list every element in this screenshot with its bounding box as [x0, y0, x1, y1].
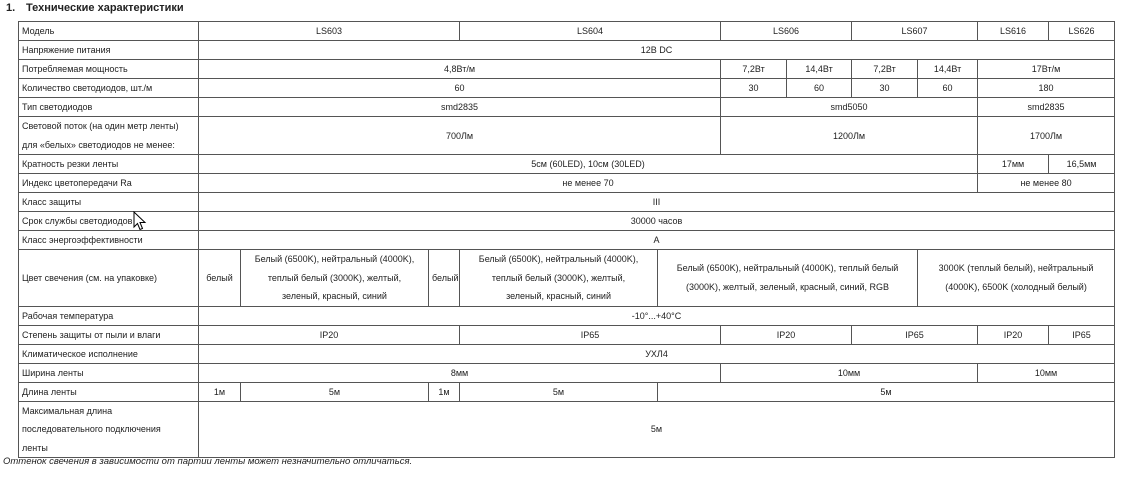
cell-line: (4000K), 6500K (холодный белый) [945, 281, 1087, 292]
table-cell: 60 [787, 79, 852, 98]
row-label: Кратность резки ленты [19, 155, 199, 174]
table-cell: 4,8Вт/м [199, 60, 721, 79]
row-color [19, 250, 1115, 307]
table-cell: IP65 [1049, 325, 1115, 344]
table-cell: 7,2Вт [852, 60, 918, 79]
label-line: последовательного подключения [22, 424, 161, 434]
table-cell: LS626 [1049, 22, 1115, 41]
table-cell: A [199, 231, 1115, 250]
row-label: Модель [19, 22, 199, 41]
row-label: Индекс цветопередачи Ra [19, 174, 199, 193]
row-protection-class [19, 193, 1115, 212]
table-cell: 30 [721, 79, 787, 98]
table-cell: УХЛ4 [199, 344, 1115, 363]
cell-line: Белый (6500K), нейтральный (4000K), [254, 254, 415, 264]
row-label [19, 401, 199, 458]
table-cell: -10°...+40°C [199, 306, 1115, 325]
section-heading [6, 2, 184, 14]
table-cell: LS606 [721, 22, 852, 41]
table-cell: IP65 [852, 325, 978, 344]
row-power [19, 60, 1115, 79]
table-cell: IP20 [978, 325, 1049, 344]
cell-line: зеленый, красный, синий [282, 291, 387, 301]
table-cell: 1700Лм [978, 117, 1115, 155]
table-cell: 60 [199, 79, 721, 98]
table-cell: 30000 часов [199, 212, 1115, 231]
table-cell: IP65 [460, 325, 721, 344]
row-length [19, 382, 1115, 401]
table-cell: 8мм [199, 363, 721, 382]
table-cell: 17Вт/м [978, 60, 1115, 79]
table-cell [658, 250, 918, 307]
row-cut [19, 155, 1115, 174]
table-cell: smd2835 [978, 98, 1115, 117]
cell-line: Белый (6500K), нейтральный (4000K), теплый белый [676, 263, 899, 274]
table-cell: smd5050 [721, 98, 978, 117]
row-lifetime [19, 212, 1115, 231]
row-label: Длина ленты [19, 382, 199, 401]
table-cell: 16,5мм [1049, 155, 1115, 174]
label-line: ленты [22, 442, 48, 453]
table-cell: 1200Лм [721, 117, 978, 155]
table-cell: IP20 [721, 325, 852, 344]
row-label: Тип светодиодов [19, 98, 199, 117]
cell-line: зеленый, красный, синий [506, 291, 611, 301]
cell-line: (3000K), желтый, зеленый, красный, синий, RGB [686, 281, 890, 292]
table-cell: не менее 80 [978, 174, 1115, 193]
table-cell: LS603 [199, 22, 460, 41]
table-cell: 700Лм [199, 117, 721, 155]
table-cell: 14,4Вт [787, 60, 852, 79]
cell-line: Белый (6500K), нейтральный (4000K), [478, 254, 639, 264]
row-energy-class [19, 231, 1115, 250]
row-voltage [19, 41, 1115, 60]
row-label: Напряжение питания [19, 41, 199, 60]
row-temperature [19, 306, 1115, 325]
label-line: Световой поток (на один метр ленты) [22, 121, 179, 131]
cell-line: теплый белый (3000K), желтый, [267, 272, 402, 283]
row-climate [19, 344, 1115, 363]
table-cell: 180 [978, 79, 1115, 98]
row-label: Ширина ленты [19, 363, 199, 382]
table-cell: 1м [429, 382, 460, 401]
row-label: Класс защиты [19, 193, 199, 212]
row-label: Климатическое исполнение [19, 344, 199, 363]
row-led-type [19, 98, 1115, 117]
table-cell: 14,4Вт [918, 60, 978, 79]
table-cell: белый [429, 250, 460, 307]
row-label: Рабочая температура [19, 306, 199, 325]
row-led-count [19, 79, 1115, 98]
spec-table [18, 21, 1115, 458]
label-line: Максимальная длина [22, 405, 113, 416]
row-ip [19, 325, 1115, 344]
row-label: Срок службы светодиодов [19, 212, 199, 231]
row-max-length [19, 401, 1115, 458]
table-cell: белый [199, 250, 241, 307]
cell-line: 3000K (теплый белый), нейтральный [938, 263, 1094, 274]
table-cell [918, 250, 1115, 307]
table-cell: LS607 [852, 22, 978, 41]
row-model [19, 22, 1115, 41]
table-cell: 5м [460, 382, 658, 401]
table-cell: 10мм [978, 363, 1115, 382]
table-cell: не менее 70 [199, 174, 978, 193]
row-width [19, 363, 1115, 382]
mouse-cursor-icon [133, 211, 147, 231]
label-line: для «белых» светодиодов не менее: [22, 139, 175, 150]
table-cell: 5м [658, 382, 1115, 401]
table-cell: 7,2Вт [721, 60, 787, 79]
table-cell: 12В DC [199, 41, 1115, 60]
cell-line: теплый белый (3000K), желтый, [491, 272, 626, 283]
row-label: Потребляемая мощность [19, 60, 199, 79]
table-cell: 5см (60LED), 10см (30LED) [199, 155, 978, 174]
row-label: Количество светодиодов, шт./м [19, 79, 199, 98]
table-cell: 10мм [721, 363, 978, 382]
table-cell: 30 [852, 79, 918, 98]
table-cell: 17мм [978, 155, 1049, 174]
table-cell [460, 250, 658, 307]
section-title: Технические характеристики [26, 2, 184, 14]
footnote: Оттенок свечения в зависимости от партии ленты может незначительно отличаться. [3, 456, 413, 467]
table-cell: 60 [918, 79, 978, 98]
row-label: Класс энергоэффективности [19, 231, 199, 250]
table-cell [241, 250, 429, 307]
row-flux [19, 117, 1115, 155]
table-cell: 1м [199, 382, 241, 401]
table-cell: IP20 [199, 325, 460, 344]
row-label [19, 117, 199, 155]
table-cell: LS616 [978, 22, 1049, 41]
table-cell: smd2835 [199, 98, 721, 117]
table-cell: LS604 [460, 22, 721, 41]
table-cell: 5м [241, 382, 429, 401]
row-label: Степень защиты от пыли и влаги [19, 325, 199, 344]
table-cell: 5м [199, 401, 1115, 458]
row-label: Цвет свечения (см. на упаковке) [19, 250, 199, 307]
table-cell: III [199, 193, 1115, 212]
row-cri [19, 174, 1115, 193]
section-number: 1. [6, 2, 16, 14]
